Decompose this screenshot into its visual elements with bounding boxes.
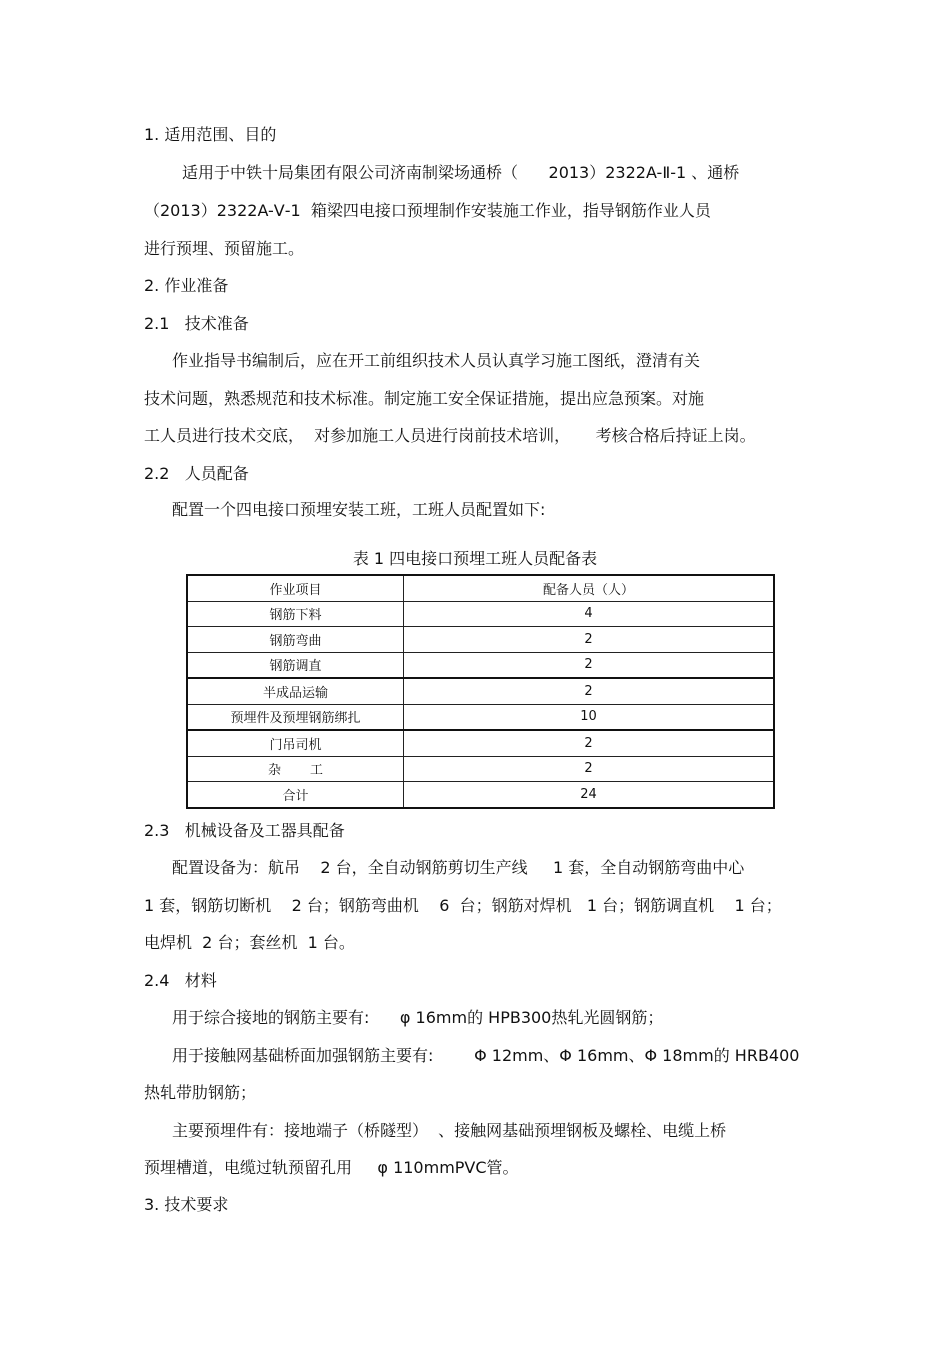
section-2-4-paragraph-line: 预埋槽道，电缆过轨预留孔用 φ 110mmPVC管。 bbox=[144, 1158, 519, 1177]
section-2-3-paragraph-line: 电焊机 2 台；套丝机 1 台。 bbox=[144, 933, 355, 952]
table-cell-count: 2 bbox=[404, 678, 775, 704]
section-2-3-paragraph-line: 1 套，钢筋切断机 2 台；钢筋弯曲机 6 台；钢筋对焊机 1 台；钢筋调直机 1 台； bbox=[144, 896, 782, 915]
section-1-paragraph-line: 适用于中铁十局集团有限公司济南制梁场通桥（ 2013）2322A-Ⅱ-1 、通桥 bbox=[182, 163, 740, 182]
table-header-cell: 作业项目 bbox=[187, 575, 404, 601]
section-2-4-paragraph-line: 用于综合接地的钢筋主要有: φ 16mm的 HPB300热轧光圆钢筋； bbox=[172, 1008, 664, 1027]
section-3-heading: 3. 技术要求 bbox=[144, 1195, 229, 1214]
section-1-paragraph-line: （2013）2322A-Ⅴ-1 箱梁四电接口预埋制作安装施工作业，指导钢筋作业人员 bbox=[144, 201, 711, 220]
table-cell-item: 半成品运输 bbox=[187, 678, 404, 704]
section-2-4-heading: 2.4 材料 bbox=[144, 971, 217, 990]
table-row bbox=[187, 678, 774, 704]
table-total-row bbox=[187, 782, 774, 808]
section-2-4-paragraph-line: 热轧带肋钢筋； bbox=[144, 1083, 257, 1102]
table-header-row bbox=[187, 575, 774, 601]
section-2-heading: 2. 作业准备 bbox=[144, 276, 229, 295]
table-row bbox=[187, 601, 774, 627]
section-2-2-heading: 2.2 人员配备 bbox=[144, 464, 249, 483]
table-cell-item: 合计 bbox=[187, 782, 404, 808]
table-header-cell: 配备人员（人） bbox=[404, 575, 775, 601]
table-cell-item: 预埋件及预埋钢筋绑扎 bbox=[187, 704, 404, 730]
section-2-2-paragraph-line: 配置一个四电接口预埋安装工班，工班人员配置如下: bbox=[172, 500, 546, 519]
table-row bbox=[187, 627, 774, 653]
section-2-1-paragraph-line: 作业指导书编制后，应在开工前组织技术人员认真学习施工图纸，澄清有关 bbox=[172, 351, 701, 370]
table-cell-item: 杂 工 bbox=[187, 756, 404, 782]
table-cell-count: 10 bbox=[404, 704, 775, 730]
table-cell-count: 4 bbox=[404, 601, 775, 627]
table-cell-item: 钢筋下料 bbox=[187, 601, 404, 627]
table-cell-count: 2 bbox=[404, 652, 775, 678]
table-cell-count: 2 bbox=[404, 627, 775, 653]
table-row bbox=[187, 652, 774, 678]
table-cell-item: 门吊司机 bbox=[187, 730, 404, 756]
section-2-1-paragraph-line: 技术问题，熟悉规范和技术标准。制定施工安全保证措施，提出应急预案。对施 bbox=[144, 389, 705, 408]
section-2-3-paragraph-line: 配置设备为：航吊 2 台，全自动钢筋剪切生产线 1 套，全自动钢筋弯曲中心 bbox=[172, 858, 745, 877]
table-row bbox=[187, 730, 774, 756]
table-cell-count: 2 bbox=[404, 730, 775, 756]
table-cell-item: 钢筋调直 bbox=[187, 652, 404, 678]
section-2-3-heading: 2.3 机械设备及工器具配备 bbox=[144, 821, 345, 840]
section-2-1-paragraph-line: 工人员进行技术交底， 对参加施工人员进行岗前技术培训， 考核合格后持证上岗。 bbox=[144, 426, 756, 445]
table-cell-count: 24 bbox=[404, 782, 775, 808]
section-2-4-paragraph-line: 用于接触网基础桥面加强钢筋主要有: Φ 12mm、Φ 16mm、Φ 18mm的 HRB400 bbox=[172, 1046, 800, 1065]
section-2-4-paragraph-line: 主要预埋件有：接地端子（桥隧型） 、接触网基础预埋钢板及螺栓、电缆上桥 bbox=[172, 1121, 727, 1140]
section-1-paragraph-line: 进行预埋、预留施工。 bbox=[144, 239, 305, 258]
table-row bbox=[187, 704, 774, 730]
table-caption: 表 1 四电接口预埋工班人员配备表 bbox=[352, 549, 598, 568]
table-cell-count: 2 bbox=[404, 756, 775, 782]
section-2-1-heading: 2.1 技术准备 bbox=[144, 314, 249, 333]
table-row bbox=[187, 756, 774, 782]
staff-table bbox=[186, 574, 775, 809]
table-cell-item: 钢筋弯曲 bbox=[187, 627, 404, 653]
section-1-heading: 1. 适用范围、目的 bbox=[144, 125, 277, 144]
